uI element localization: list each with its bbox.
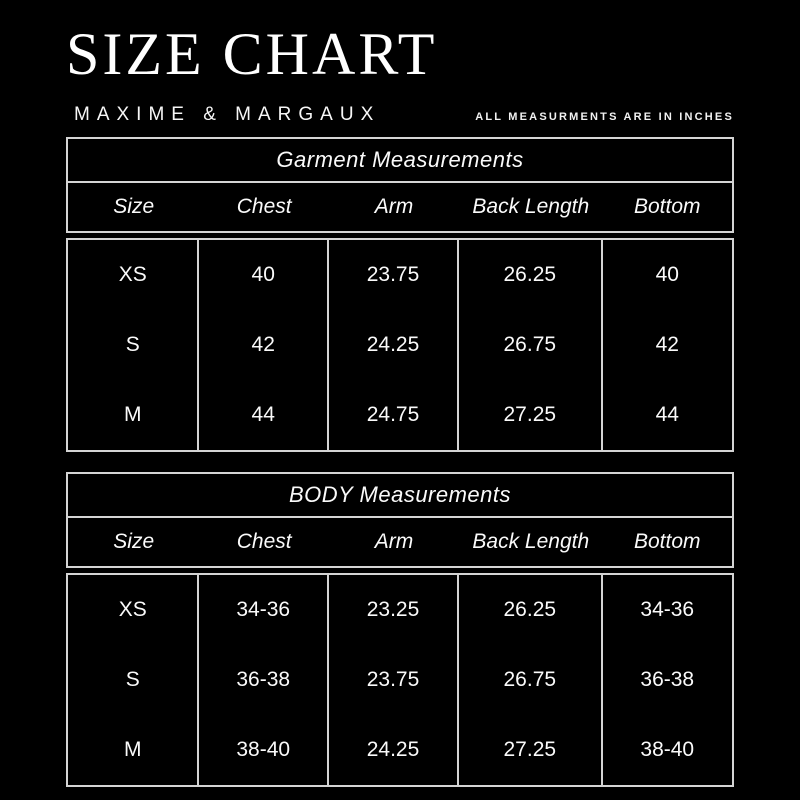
page-title: SIZE CHART xyxy=(66,21,438,87)
chest-column xyxy=(199,240,328,450)
size-cell: S xyxy=(125,668,140,691)
table-body xyxy=(66,238,734,452)
table-title: Garment Measurements xyxy=(66,137,734,183)
chest-cell: 40 xyxy=(251,263,275,286)
size-column xyxy=(68,575,199,785)
column-header-chest: Chest xyxy=(236,530,292,553)
bottom-column xyxy=(603,240,733,450)
column-header-arm: Arm xyxy=(374,530,414,553)
chest-cell: 44 xyxy=(251,403,275,426)
bottom-cell: 36-38 xyxy=(640,668,695,691)
column-header-size: Size xyxy=(113,530,155,553)
bottom-cell: 40 xyxy=(655,263,679,286)
arm-cell: 23.75 xyxy=(366,668,420,691)
chest-column xyxy=(199,575,328,785)
arm-column xyxy=(329,575,459,785)
chest-cell: 34-36 xyxy=(236,598,291,621)
bottom-cell: 42 xyxy=(655,333,679,356)
column-header-arm: Arm xyxy=(374,195,414,218)
chest-cell: 36-38 xyxy=(236,668,291,691)
back-length-cell: 26.75 xyxy=(503,668,557,691)
arm-cell: 24.25 xyxy=(366,738,420,761)
bottom-cell: 38-40 xyxy=(640,738,695,761)
size-cell: M xyxy=(123,403,142,426)
brand-name: MAXIME & MARGAUX xyxy=(74,104,381,125)
size-cell: XS xyxy=(118,598,147,621)
table-body xyxy=(66,573,734,787)
back-length-cell: 27.25 xyxy=(503,403,557,426)
arm-column xyxy=(329,240,459,450)
size-cell: S xyxy=(125,333,140,356)
column-header-bottom: Bottom xyxy=(633,530,701,553)
garment-measurements-table xyxy=(66,137,734,452)
table-header-row xyxy=(66,183,734,233)
body-measurements-table xyxy=(66,472,734,787)
back-length-cell: 26.75 xyxy=(503,333,557,356)
bottom-cell: 34-36 xyxy=(640,598,695,621)
chest-cell: 38-40 xyxy=(236,738,291,761)
chest-cell: 42 xyxy=(251,333,275,356)
size-column xyxy=(68,240,199,450)
column-header-back-length: Back Length xyxy=(472,195,590,218)
column-header-chest: Chest xyxy=(236,195,292,218)
table-title: BODY Measurements xyxy=(66,472,734,518)
back-length-cell: 26.25 xyxy=(503,263,557,286)
arm-cell: 24.75 xyxy=(366,403,420,426)
bottom-cell: 44 xyxy=(655,403,679,426)
size-cell: M xyxy=(123,738,142,761)
arm-cell: 23.25 xyxy=(366,598,420,621)
measurement-units-note: ALL MEASURMENTS ARE IN INCHES xyxy=(475,111,734,123)
arm-cell: 24.25 xyxy=(366,333,420,356)
back-length-cell: 26.25 xyxy=(503,598,557,621)
back-length-column xyxy=(459,240,602,450)
header-subrow xyxy=(66,104,734,124)
column-header-bottom: Bottom xyxy=(633,195,701,218)
bottom-column xyxy=(603,575,733,785)
arm-cell: 23.75 xyxy=(366,263,420,286)
back-length-column xyxy=(459,575,602,785)
back-length-cell: 27.25 xyxy=(503,738,557,761)
table-header-row xyxy=(66,518,734,568)
column-header-back-length: Back Length xyxy=(472,530,590,553)
size-cell: XS xyxy=(118,263,147,286)
column-header-size: Size xyxy=(113,195,155,218)
